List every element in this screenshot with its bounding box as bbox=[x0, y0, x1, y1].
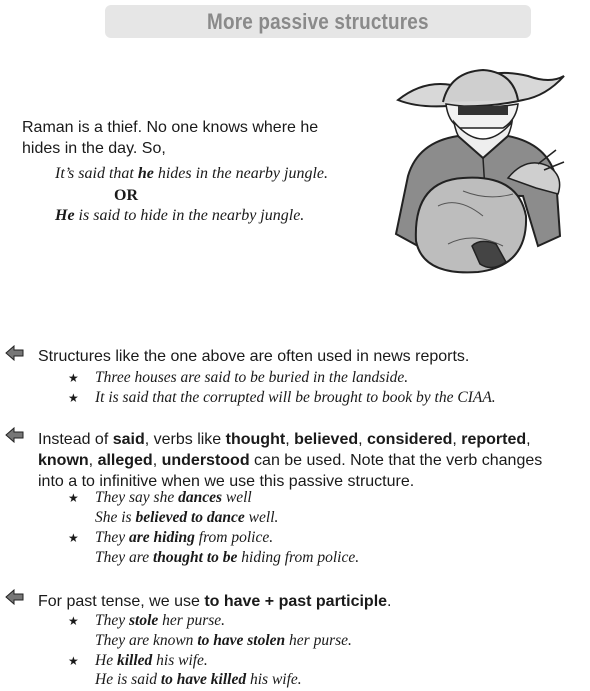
section-3-example-2 bbox=[95, 651, 208, 671]
star-icon: ★ bbox=[68, 371, 79, 385]
intro-example-2 bbox=[55, 207, 304, 225]
section-2-example-1 bbox=[95, 488, 252, 508]
bold-text: said bbox=[112, 431, 145, 448]
text: , bbox=[526, 431, 531, 448]
bold-text: believed bbox=[294, 431, 359, 448]
bold-text: thought bbox=[225, 431, 286, 448]
text: They say she bbox=[95, 489, 179, 506]
bold-text: believed to dance bbox=[135, 509, 245, 526]
text: It’s said that bbox=[55, 165, 138, 182]
page-title: More passive structures bbox=[207, 9, 429, 34]
section-3-example-1b bbox=[95, 631, 352, 651]
text: hides in the nearby jungle. bbox=[153, 165, 329, 182]
text: They bbox=[95, 612, 130, 629]
text: her purse. bbox=[158, 612, 226, 629]
section-2-line-3: into a to infinitive when we use this passive structure. bbox=[38, 473, 415, 490]
text: He bbox=[95, 652, 117, 669]
bullet-pointer-icon bbox=[5, 345, 25, 361]
section-3-example-2b bbox=[95, 670, 302, 690]
text: is said to hide in the nearby jungle. bbox=[74, 207, 305, 224]
text: She is bbox=[95, 509, 136, 526]
star-icon: ★ bbox=[68, 491, 79, 505]
bold-text: considered bbox=[367, 431, 453, 448]
bold-text: understood bbox=[161, 452, 250, 469]
text: her purse. bbox=[285, 632, 352, 649]
title-banner bbox=[105, 5, 531, 38]
bold-text: killed bbox=[116, 652, 153, 669]
section-2-example-1b bbox=[95, 508, 278, 528]
section-1-text: Structures like the one above are often used in news reports. bbox=[38, 348, 470, 365]
bold-text: thought to be bbox=[152, 549, 238, 566]
section-2-text bbox=[38, 429, 542, 492]
text: They are bbox=[95, 549, 153, 566]
bold-text: dances bbox=[178, 489, 222, 506]
text: , bbox=[88, 452, 98, 469]
bold-text: to have stolen bbox=[197, 632, 286, 649]
section-2-line-1 bbox=[38, 429, 542, 450]
star-icon: ★ bbox=[68, 391, 79, 405]
text: , bbox=[452, 431, 462, 448]
bold-text: he bbox=[137, 165, 154, 182]
text: , verbs like bbox=[144, 431, 226, 448]
bold-text: He bbox=[55, 207, 75, 224]
text: They bbox=[95, 529, 130, 546]
bullet-pointer-icon bbox=[5, 427, 25, 443]
text: They are known bbox=[95, 632, 198, 649]
text: Instead of bbox=[38, 431, 113, 448]
section-2-example-2b bbox=[95, 548, 359, 568]
text: well. bbox=[244, 509, 279, 526]
bold-text: are hiding bbox=[129, 529, 195, 546]
text: his wife. bbox=[246, 671, 302, 688]
text: , bbox=[285, 431, 295, 448]
text: can be used. Note that the verb changes bbox=[249, 452, 543, 469]
section-3-text bbox=[38, 591, 392, 612]
bold-text: to have + past participle bbox=[204, 593, 388, 610]
text: , bbox=[152, 452, 162, 469]
bullet-pointer-icon bbox=[5, 589, 25, 605]
section-2-example-2 bbox=[95, 528, 273, 548]
text: , bbox=[358, 431, 367, 448]
star-icon: ★ bbox=[68, 531, 79, 545]
intro-example-1 bbox=[55, 165, 328, 183]
section-1-example-1: Three houses are said to be buried in the landside. bbox=[95, 369, 409, 386]
intro-line-2: hides in the day. So, bbox=[22, 140, 166, 157]
bold-text: alleged bbox=[97, 452, 153, 469]
text: his wife. bbox=[152, 652, 208, 669]
bold-text: to have killed bbox=[160, 671, 247, 688]
intro-line-1: Raman is a thief. No one knows where he bbox=[22, 119, 319, 136]
text: hiding from police. bbox=[237, 549, 360, 566]
bold-text: reported bbox=[461, 431, 527, 448]
thief-illustration bbox=[388, 66, 574, 276]
text: from police. bbox=[194, 529, 274, 546]
or-label: OR bbox=[114, 187, 138, 204]
star-icon: ★ bbox=[68, 654, 79, 668]
star-icon: ★ bbox=[68, 614, 79, 628]
section-3-example-1 bbox=[95, 611, 225, 631]
text: For past tense, we use bbox=[38, 593, 205, 610]
text: well bbox=[222, 489, 252, 506]
bold-text: known bbox=[38, 452, 89, 469]
section-1-example-2: It is said that the corrupted will be brought to book by the CIAA. bbox=[95, 389, 496, 406]
bold-text: stole bbox=[129, 612, 159, 629]
text: He is said bbox=[95, 671, 161, 688]
intro-text bbox=[22, 117, 397, 159]
text: . bbox=[387, 593, 392, 610]
section-2-line-2 bbox=[38, 450, 542, 471]
